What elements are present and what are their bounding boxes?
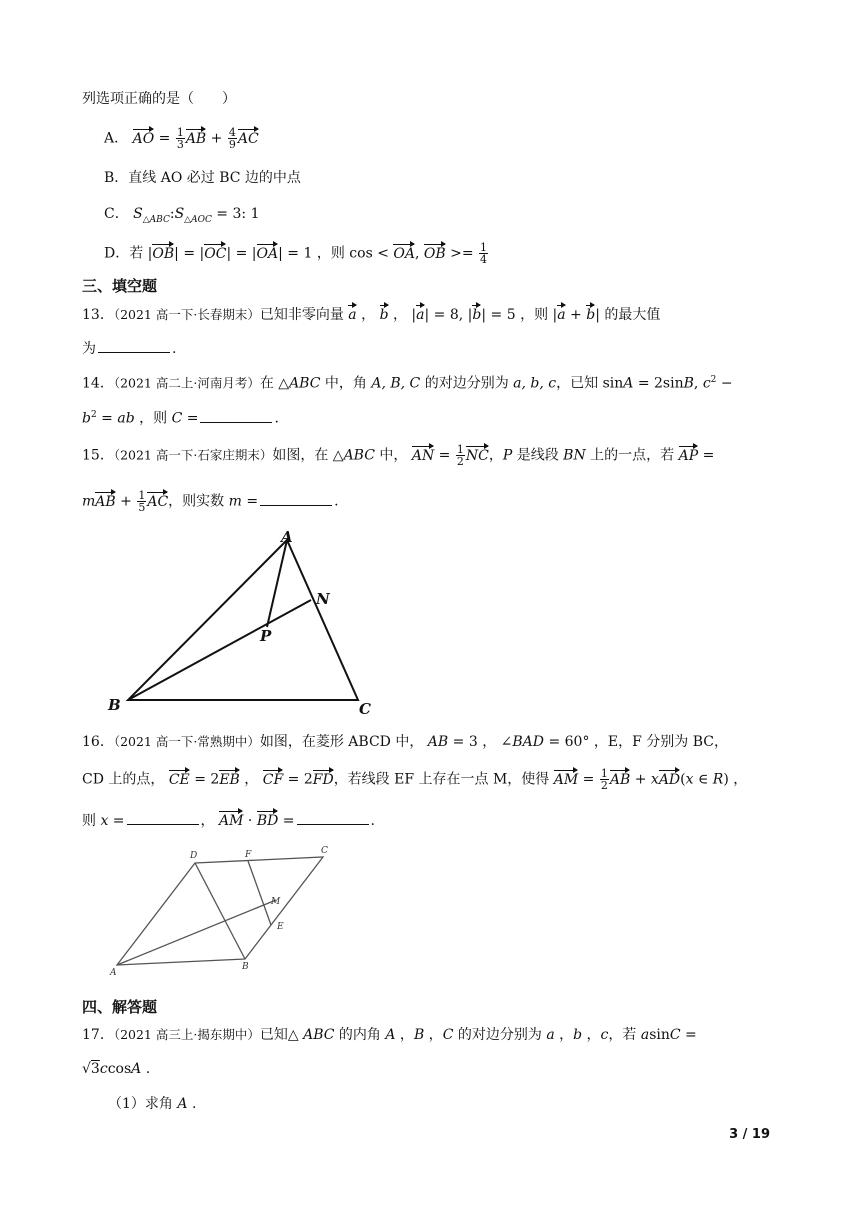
question-13-text-b: ，则 (520, 307, 549, 323)
question-16-number: 16． (82, 734, 114, 750)
vertex-label-c: C (321, 846, 328, 856)
question-14-source: （2021 高二上·河南月考） (113, 375, 260, 391)
question-15-number: 15． (82, 447, 114, 464)
question-15-end: . (334, 493, 339, 510)
option-c: C． $S_{\triangle ABC}:S_{\triangle AOC} = 3$: 1 (104, 206, 260, 225)
question-15-text-c: 是线段 (516, 447, 559, 464)
segment-bn (128, 600, 311, 700)
question-14-text-b: 中，角 (324, 375, 367, 392)
question-17-line-1: 17．（2021 高三上·揭东期中）已知△ ABC 的内角 A ，B ，C 的对边分别为 a ，b ，c，若 asinC = (82, 1027, 697, 1043)
rhombus-figure (100, 842, 340, 977)
question-13-line-2 (82, 338, 778, 360)
option-a: A． AO = $\frac{1}{3}$ AB + $\frac{4}{9}$ AC (104, 126, 259, 151)
question-17-text-c: 的对边分别为 (457, 1027, 542, 1043)
question-13-number: 13． (82, 307, 114, 323)
question-14-text-a: 在 (259, 375, 274, 392)
point-label-p: P (260, 627, 272, 645)
vertex-label-a: A (110, 968, 117, 977)
option-d: D．若 |OB| = |OC| = |OA| = 1 ，则 cos < OA, OB >= $\frac{1}{4}$ (104, 241, 488, 266)
vertex-label-b: B (108, 696, 121, 714)
triangle-figure (100, 524, 390, 719)
question-15-line-2: mAB + $\frac{1}{5}$ AC，则实数 m = . (82, 489, 339, 514)
question-15-line-1: 15．（2021 高一下·石家庄期末）如图，在 △ABC 中， AN = $\frac{1}{2}$ NC，P 是线段 BN 上的一点，若 AP = (82, 443, 715, 468)
question-17-text-b: 的内角 (338, 1027, 381, 1043)
vertex-label-b: B (242, 962, 249, 972)
vertex-label-d: D (190, 851, 198, 861)
option-b: B．直线 AO 必过 BC 边的中点 (104, 170, 301, 186)
question-17-text-a: 已知△ (259, 1027, 299, 1043)
option-d-label: D．若 (104, 245, 144, 262)
answer-blank[interactable] (297, 810, 369, 825)
question-14-line-1: 14．（2021 高二上·河南月考）在 △ABC 中，角 A, B, C 的对边分别为 a, b, c，已知 sinA = 2sinB, $c^2$ − (82, 375, 733, 392)
question-16-text-d: ，若线段 EF 上存在一点 M，使得 (333, 771, 550, 788)
question-12-intro: 列选项正确的是（ ） (82, 91, 236, 107)
question-16-line-1: 16．（2021 高一下·常熟期中）如图，在菱形 ABCD 中， AB = 3 ， ∠BAD = 60° ，E，F 分别为 BC， (82, 734, 728, 750)
question-13-line-1: 13．（2021 高一下·长春期末）已知非零向量 a ， b ， |a| = 8, |b| = 5 ，则 |a + b| 的最大值 (82, 304, 778, 326)
question-16-text-a: 如图，在菱形 ABCD 中， (259, 734, 424, 750)
question-14-then: ，则 (139, 410, 168, 427)
option-a-label: A． (104, 130, 129, 147)
question-13-source: （2021 高一下·长春期末） (113, 307, 260, 322)
question-16-text-b: ，E，F 分别为 BC， (593, 734, 728, 750)
question-17-part-1-text: （1）求角 (108, 1096, 173, 1112)
question-14-text-c: 的对边分别为 (424, 375, 509, 392)
triangle-abc (128, 540, 358, 700)
option-d-then: ，则 (316, 245, 345, 262)
section-4-title: 四、解答题 (82, 998, 158, 1016)
answer-blank[interactable] (260, 491, 332, 506)
question-15-text-b: 中， (379, 447, 408, 464)
question-17-number: 17． (82, 1027, 114, 1043)
question-16-source: （2021 高一下·常熟期中） (113, 734, 260, 749)
question-16-line-3: 则 x = ， AM · BD = . (82, 810, 778, 832)
diagonal-bd (195, 863, 245, 959)
question-15-text-a: 如图，在 (272, 447, 329, 464)
point-label-e: E (277, 922, 284, 932)
question-13-end: . (172, 341, 177, 357)
section-3-title: 三、填空题 (82, 277, 158, 295)
question-16-end: . (370, 813, 375, 829)
question-13-text-a: 已知非零向量 (259, 307, 344, 323)
question-17-part-1: （1）求角 A . (108, 1096, 197, 1112)
question-15-text-e: ，则实数 (168, 493, 225, 510)
question-16-text-c: CD 上的点， (82, 771, 165, 788)
question-17-source: （2021 高三上·揭东期中） (113, 1027, 260, 1042)
question-16-line-2: CD 上的点， CE = 2EB ， CF = 2FD，若线段 EF 上存在一点 M，使得 AM = $\frac{1}{2}$ AB + xAD(x ∈ R) ， (82, 767, 748, 792)
option-c-label: C． (104, 206, 129, 222)
vertex-label-c: C (359, 700, 371, 718)
question-17-line-2: √3ccosA . (82, 1061, 151, 1077)
page-number: 3 / 19 (729, 1127, 770, 1142)
question-14-number: 14． (82, 375, 114, 392)
answer-blank[interactable] (200, 408, 272, 423)
question-17-text-d: ，若 (608, 1027, 637, 1043)
segment-fe (248, 861, 271, 925)
question-16-text-e: 则 (82, 813, 96, 829)
answer-blank[interactable] (98, 338, 170, 353)
question-15-source: （2021 高一下·石家庄期末） (113, 447, 273, 463)
question-14-line-2: $b^2$ = ab ，则 C = . (82, 404, 778, 430)
point-label-m: M (271, 897, 281, 907)
point-label-f: F (245, 850, 252, 860)
vertex-label-a: A (281, 528, 293, 546)
answer-blank[interactable] (127, 810, 199, 825)
segment-am (117, 900, 276, 965)
question-13-prefix: 为 (82, 341, 96, 357)
question-15-text-d: 上的一点，若 (590, 447, 675, 464)
question-13-text-c: 的最大值 (604, 307, 661, 323)
question-14-text-d: ，已知 (556, 375, 599, 392)
question-14-end: . (274, 410, 279, 427)
point-label-n: N (316, 590, 330, 608)
